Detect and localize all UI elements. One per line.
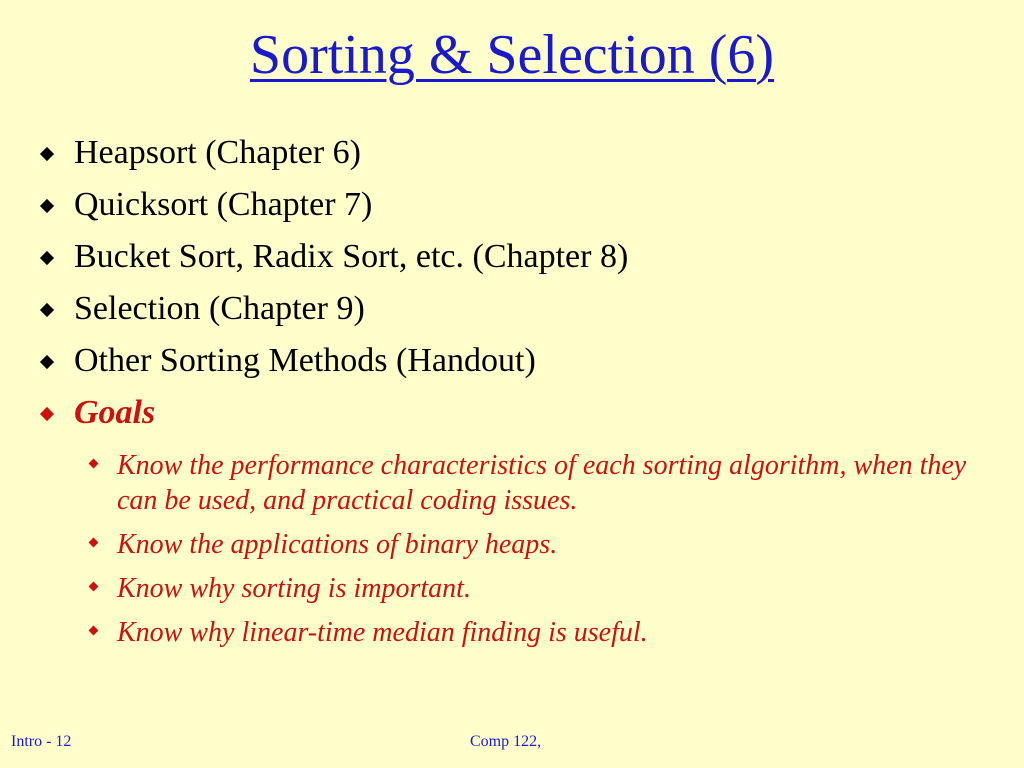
goals-sub-list: [88, 448, 1008, 659]
bullet-text: Heapsort (Chapter 6): [74, 134, 362, 171]
bullet-quicksort: [38, 185, 628, 237]
main-bullet-list: [38, 133, 628, 445]
diamond-sub-bullet-icon: [89, 582, 99, 592]
bullet-goals: [38, 393, 628, 445]
bullet-bucket-radix: [38, 237, 628, 289]
bullet-other-methods: [38, 341, 628, 393]
slide-title: Sorting & Selection (6): [249, 24, 775, 86]
footer-slide-number: Intro - 12: [11, 733, 72, 750]
goal-item: [88, 527, 1008, 562]
bullet-text: Other Sorting Methods (Handout): [74, 342, 536, 379]
bullet-text: Quicksort (Chapter 7): [74, 186, 373, 223]
footer-course: Comp 122,: [470, 733, 542, 750]
goal-text: Know the performance characteristics of each sorting algorithm, when they can be used, and practical coding issues.: [117, 450, 967, 516]
bullet-text: Selection (Chapter 9): [74, 290, 365, 327]
goal-item: [88, 615, 1008, 650]
goal-item: [88, 448, 1008, 518]
diamond-bullet-icon: [40, 147, 54, 161]
diamond-sub-bullet-icon: [89, 626, 99, 636]
diamond-bullet-icon: [40, 251, 54, 265]
goal-item: [88, 571, 1008, 606]
goal-text: Know why sorting is important.: [117, 573, 471, 604]
goals-label: Goals: [74, 394, 156, 431]
goal-text: Know the applications of binary heaps.: [117, 529, 558, 560]
bullet-heapsort: [38, 133, 628, 185]
bullet-text: Bucket Sort, Radix Sort, etc. (Chapter 8): [74, 238, 629, 275]
diamond-sub-bullet-icon: [89, 538, 99, 548]
diamond-sub-bullet-icon: [89, 459, 99, 469]
diamond-bullet-icon: [40, 199, 54, 213]
diamond-bullet-icon: [40, 355, 54, 369]
goal-text: Know why linear-time median finding is useful.: [117, 617, 648, 648]
diamond-bullet-icon: [40, 303, 54, 317]
diamond-bullet-icon: [40, 407, 54, 421]
bullet-selection: [38, 289, 628, 341]
